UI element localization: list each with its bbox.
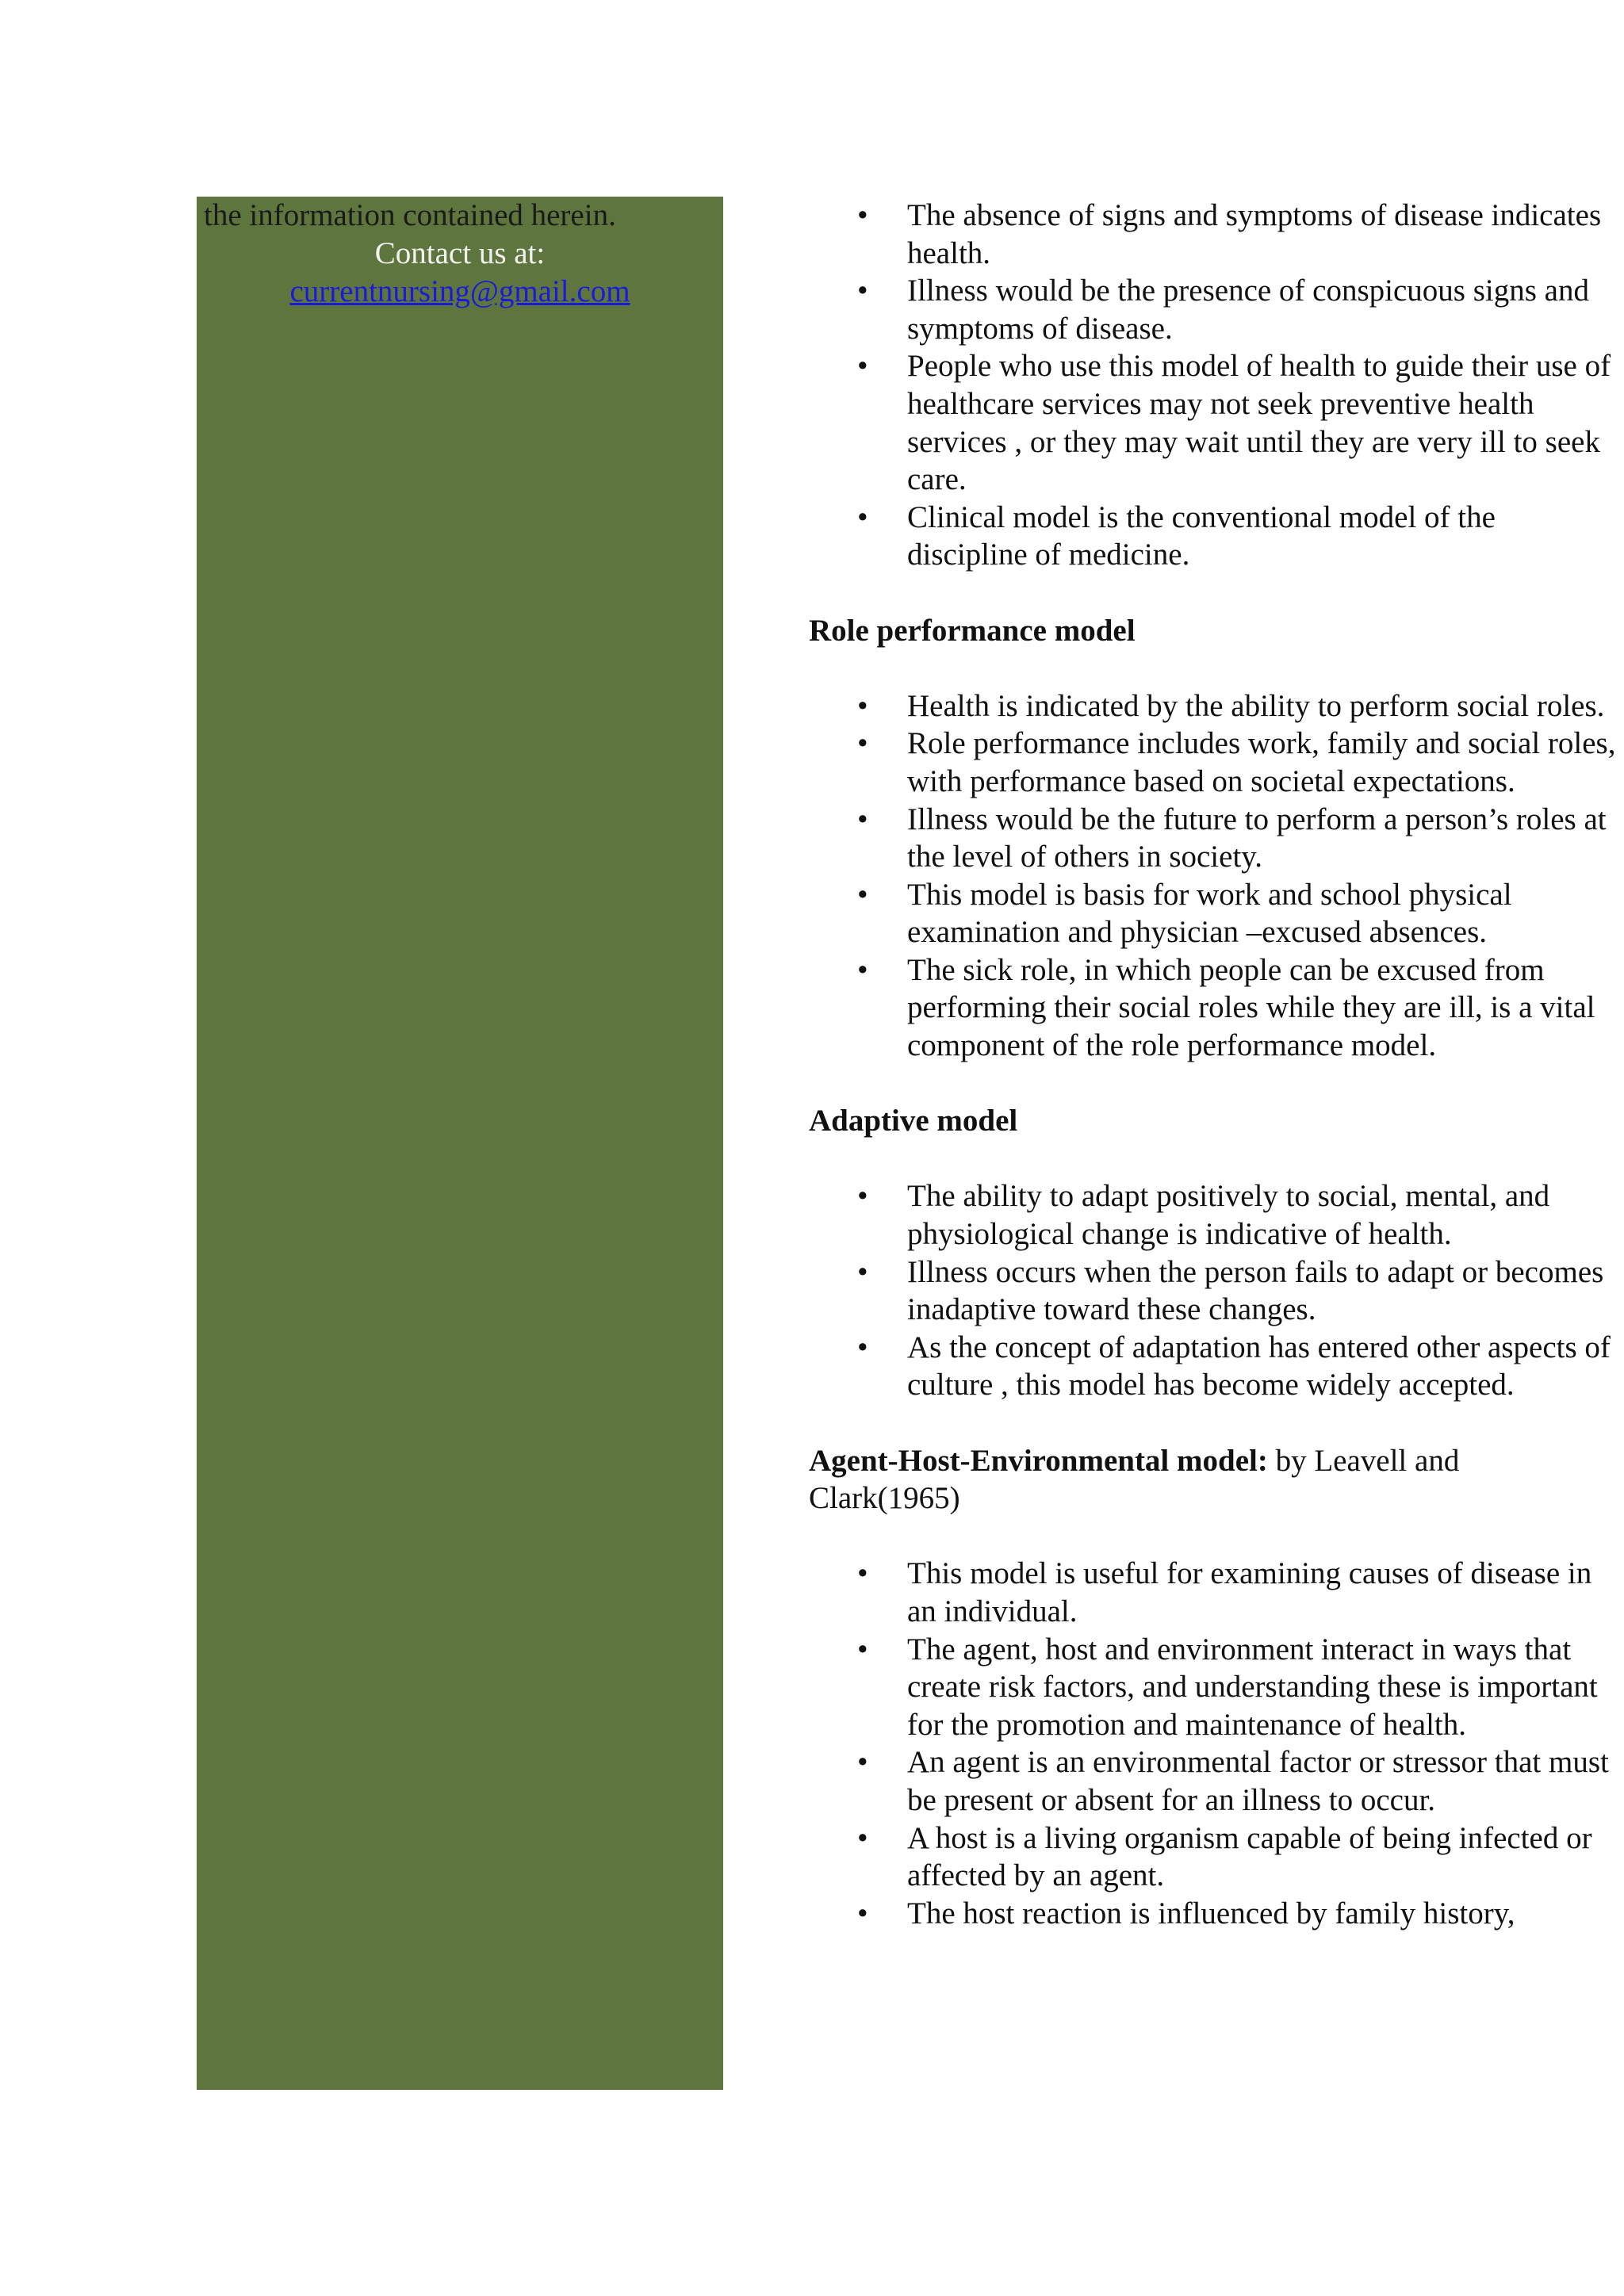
bullet-icon: •	[857, 1254, 868, 1289]
role-performance-list	[809, 687, 1618, 1065]
list-item	[809, 725, 1618, 800]
list-item-text: Clinical model is the conventional model of the discipline of medicine.	[907, 499, 1496, 572]
sidebar-continued-text: the information contained herein.	[204, 198, 616, 232]
list-item-text: A host is a living organism capable of being infected or affected by an agent.	[907, 1820, 1592, 1893]
bullet-icon: •	[857, 688, 868, 723]
list-item-text: Role performance includes work, family and social roles, with performance based on societal expectations.	[907, 726, 1616, 798]
adaptive-model-heading: Adaptive model	[809, 1104, 1018, 1138]
bullet-icon: •	[857, 198, 868, 232]
agent-host-environment-heading	[809, 1442, 1618, 1517]
list-item	[809, 499, 1618, 574]
list-item-text: Illness occurs when the person fails to adapt or becomes inadaptive toward these changes.	[907, 1254, 1604, 1327]
bullet-icon: •	[857, 1330, 868, 1364]
list-item	[809, 1631, 1618, 1744]
list-item-text: As the concept of adaptation has entered other aspects of culture , this model has become widely accepted.	[907, 1330, 1611, 1402]
bullet-icon: •	[857, 274, 868, 308]
main-content	[809, 197, 1618, 1932]
bullet-icon: •	[857, 802, 868, 836]
list-item-text: An agent is an environmental factor or stressor that must be present or absent for an illness to occur.	[907, 1745, 1609, 1817]
agent-heading-bold: Agent-Host-Environmental model:	[809, 1443, 1268, 1478]
list-item	[809, 951, 1618, 1065]
list-item-text: The agent, host and environment interact in ways that create risk factors, and understanding these is important for the promotion and maintenance of health.	[907, 1632, 1598, 1742]
contact-email-link[interactable]: currentnursing@gmail.com	[289, 274, 630, 308]
bullet-icon: •	[857, 1745, 868, 1780]
list-item	[809, 801, 1618, 876]
list-item	[809, 1555, 1618, 1630]
list-item-text: This model is useful for examining causes of disease in an individual.	[907, 1556, 1592, 1628]
role-performance-heading: Role performance model	[809, 613, 1136, 648]
list-item-text: People who use this model of health to guide their use of healthcare services may not seek preventive health services , or they may wait until they are very ill to seek care.	[907, 349, 1611, 497]
list-item	[809, 1895, 1618, 1933]
bullet-icon: •	[857, 1632, 868, 1667]
list-item-text: This model is basis for work and school physical examination and physician –excused absences.	[907, 877, 1512, 950]
list-item-text: The ability to adapt positively to social, mental, and physiological change is indicative of health.	[907, 1179, 1550, 1252]
list-item-text: Illness would be the future to perform a person’s roles at the level of others in society.	[907, 802, 1607, 874]
contact-sidebar	[197, 197, 723, 2090]
list-item-text: Health is indicated by the ability to perform social roles.	[907, 688, 1605, 723]
list-item	[809, 1253, 1618, 1329]
clinical-model-list	[809, 197, 1618, 574]
bullet-icon: •	[857, 952, 868, 987]
list-item	[809, 1820, 1618, 1895]
list-item-text: The absence of signs and symptoms of disease indicates health.	[907, 198, 1602, 270]
list-item	[809, 687, 1618, 725]
list-item-text: The host reaction is influenced by family history,	[907, 1896, 1515, 1931]
list-item	[809, 347, 1618, 498]
adaptive-model-list	[809, 1177, 1618, 1404]
bullet-icon: •	[857, 877, 868, 912]
contact-label: Contact us at:	[374, 236, 546, 270]
bullet-icon: •	[857, 726, 868, 761]
list-item	[809, 197, 1618, 272]
list-item-text: Illness would be the presence of conspicuous signs and symptoms of disease.	[907, 274, 1589, 346]
list-item	[809, 876, 1618, 951]
list-item-text: The sick role, in which people can be excused from performing their social roles while they are ill, is a vital component of the role performance model.	[907, 952, 1595, 1063]
bullet-icon: •	[857, 1896, 868, 1931]
bullet-icon: •	[857, 1556, 868, 1591]
agent-host-environment-list	[809, 1555, 1618, 1932]
bullet-icon: •	[857, 1820, 868, 1855]
list-item	[809, 272, 1618, 347]
bullet-icon: •	[857, 499, 868, 534]
bullet-icon: •	[857, 349, 868, 384]
agent-heading-rest: by Leavell and Clark(1965)	[809, 1443, 1460, 1516]
list-item	[809, 1177, 1618, 1253]
list-item	[809, 1743, 1618, 1819]
list-item	[809, 1329, 1618, 1404]
bullet-icon: •	[857, 1179, 868, 1214]
